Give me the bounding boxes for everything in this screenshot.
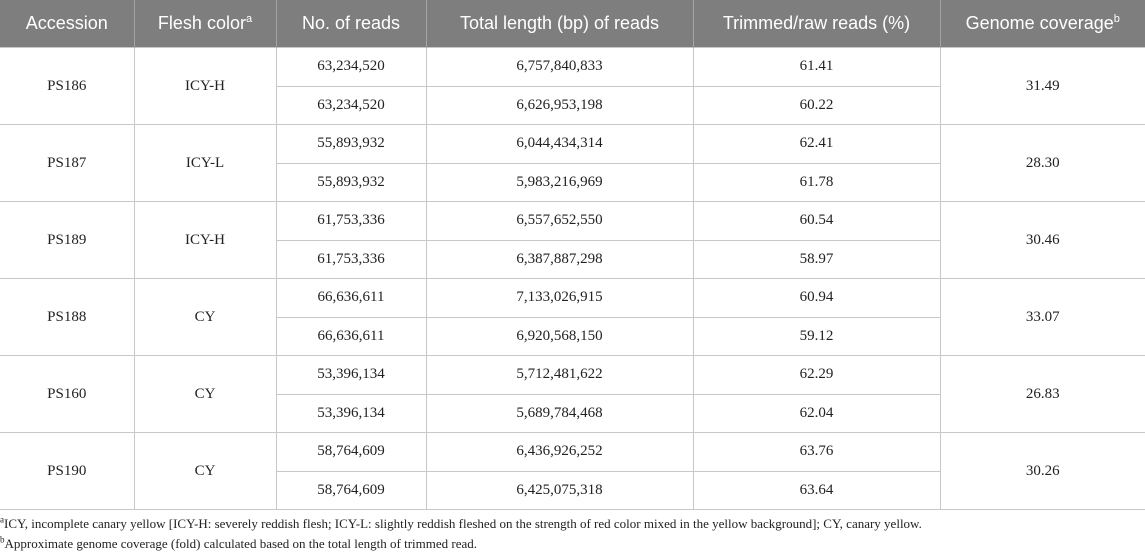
cell-total-length: 6,436,926,252 <box>426 433 693 472</box>
cell-trimmed-raw: 62.04 <box>693 394 940 433</box>
footnote-a: $^a$ICY, incomplete canary yellow [ICY-H: severely reddish flesh; ICY-L: slightly reddish fleshed on the strength of red color mixed in the yellow background]; CY, canary yellow. <box>0 514 922 531</box>
cell-no-of-reads: 66,636,611 <box>276 279 426 318</box>
cell-accession: PS188 <box>0 279 134 356</box>
cell-no-of-reads: 58,764,609 <box>276 433 426 472</box>
table-row <box>0 433 1145 472</box>
cell-flesh-color: CY <box>134 433 276 510</box>
cell-trimmed-raw: 59.12 <box>693 317 940 356</box>
cell-accession: PS190 <box>0 433 134 510</box>
table-row <box>0 202 1145 241</box>
cell-total-length: 6,757,840,833 <box>426 48 693 87</box>
cell-flesh-color: ICY-H <box>134 48 276 125</box>
cell-trimmed-raw: 62.41 <box>693 125 940 164</box>
footnote-b: $^b$Approximate genome coverage (fold) calculated based on the total length of trimmed read. <box>0 534 478 551</box>
cell-trimmed-raw: 63.64 <box>693 471 940 510</box>
table-row <box>0 48 1145 87</box>
header-genome-coverage: Genome coverage$^b$ <box>940 0 1145 48</box>
cell-no-of-reads: 66,636,611 <box>276 317 426 356</box>
cell-flesh-color: CY <box>134 356 276 433</box>
cell-no-of-reads: 61,753,336 <box>276 202 426 241</box>
cell-total-length: 6,920,568,150 <box>426 317 693 356</box>
cell-genome-coverage: 30.26 <box>940 433 1145 510</box>
cell-total-length: 6,425,075,318 <box>426 471 693 510</box>
footnotes <box>0 514 1145 554</box>
cell-trimmed-raw: 62.29 <box>693 356 940 395</box>
cell-genome-coverage: 33.07 <box>940 279 1145 356</box>
table-row <box>0 125 1145 164</box>
cell-trimmed-raw: 58.97 <box>693 240 940 279</box>
cell-total-length: 6,044,434,314 <box>426 125 693 164</box>
cell-total-length: 6,557,652,550 <box>426 202 693 241</box>
header-no-of-reads: No. of reads <box>276 0 426 48</box>
header-trimmed-raw: Trimmed/raw reads (%) <box>693 0 940 48</box>
cell-accession: PS160 <box>0 356 134 433</box>
cell-trimmed-raw: 63.76 <box>693 433 940 472</box>
cell-flesh-color: ICY-H <box>134 202 276 279</box>
table-row <box>0 356 1145 395</box>
cell-accession: PS187 <box>0 125 134 202</box>
cell-flesh-color: CY <box>134 279 276 356</box>
cell-no-of-reads: 55,893,932 <box>276 125 426 164</box>
cell-trimmed-raw: 60.22 <box>693 86 940 125</box>
cell-trimmed-raw: 61.78 <box>693 163 940 202</box>
cell-total-length: 6,626,953,198 <box>426 86 693 125</box>
header-flesh-color: Flesh color$^a$ <box>134 0 276 48</box>
cell-no-of-reads: 53,396,134 <box>276 394 426 433</box>
cell-genome-coverage: 30.46 <box>940 202 1145 279</box>
cell-total-length: 5,689,784,468 <box>426 394 693 433</box>
footnote-mark-b: b <box>1113 13 1120 25</box>
table-row <box>0 279 1145 318</box>
cell-no-of-reads: 63,234,520 <box>276 48 426 87</box>
cell-no-of-reads: 61,753,336 <box>276 240 426 279</box>
cell-no-of-reads: 63,234,520 <box>276 86 426 125</box>
cell-total-length: 5,983,216,969 <box>426 163 693 202</box>
cell-trimmed-raw: 61.41 <box>693 48 940 87</box>
footnote-mark-a: a <box>245 13 253 25</box>
cell-accession: PS189 <box>0 202 134 279</box>
cell-genome-coverage: 31.49 <box>940 48 1145 125</box>
cell-genome-coverage: 26.83 <box>940 356 1145 433</box>
header-total-length: Total length (bp) of reads <box>426 0 693 48</box>
cell-total-length: 5,712,481,622 <box>426 356 693 395</box>
table-body <box>0 48 1145 510</box>
cell-trimmed-raw: 60.94 <box>693 279 940 318</box>
cell-no-of-reads: 58,764,609 <box>276 471 426 510</box>
cell-no-of-reads: 53,396,134 <box>276 356 426 395</box>
cell-no-of-reads: 55,893,932 <box>276 163 426 202</box>
cell-total-length: 6,387,887,298 <box>426 240 693 279</box>
table-header-row <box>0 0 1145 48</box>
cell-genome-coverage: 28.30 <box>940 125 1145 202</box>
cell-flesh-color: ICY-L <box>134 125 276 202</box>
cell-accession: PS186 <box>0 48 134 125</box>
header-accession: Accession <box>0 0 134 48</box>
cell-trimmed-raw: 60.54 <box>693 202 940 241</box>
cell-total-length: 7,133,026,915 <box>426 279 693 318</box>
